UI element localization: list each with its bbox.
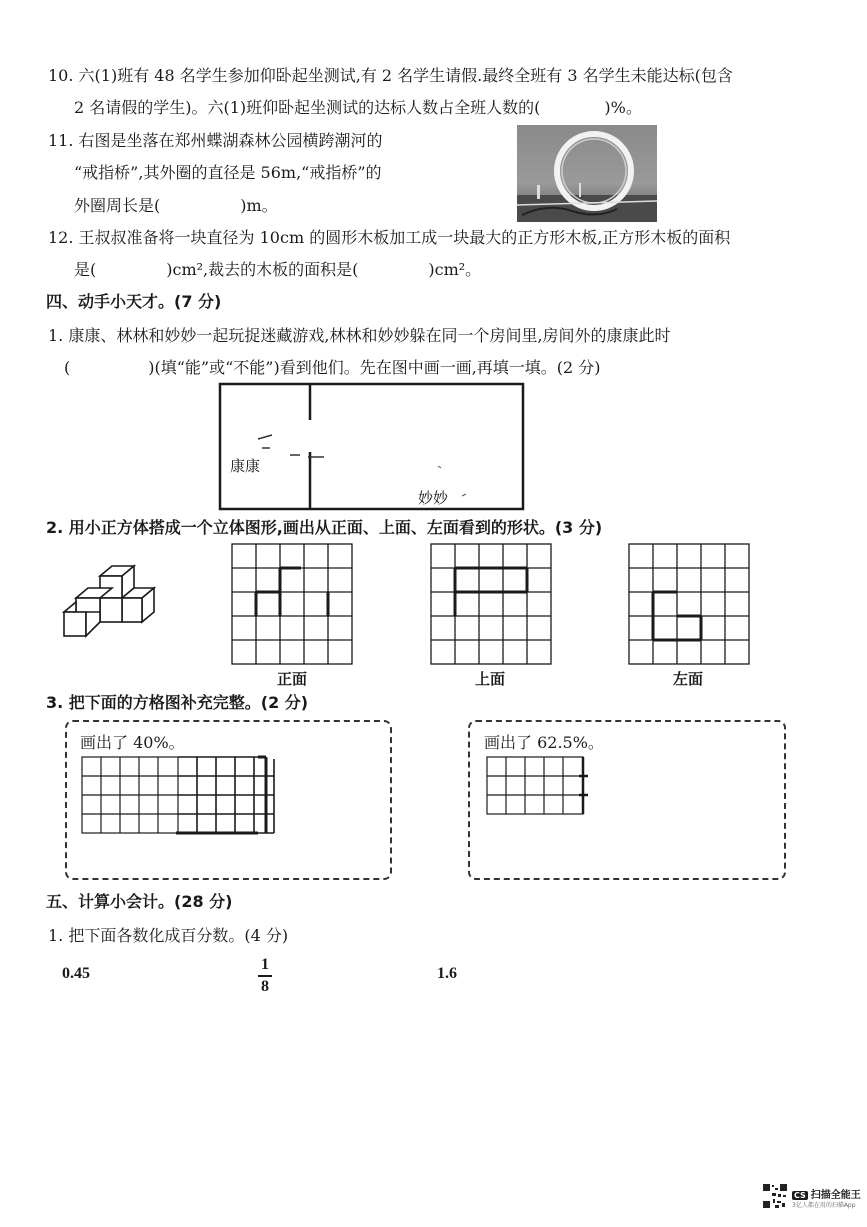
number-0-45: 0.45: [62, 965, 90, 982]
grid-62-5-percent[interactable]: [485, 755, 595, 817]
q10-line2-text: 2 名请假的学生)。六(1)班仰卧起坐测试的达标人数占全班人数的(: [74, 98, 541, 117]
front-view-label: 正面: [277, 670, 308, 688]
grid-40-percent[interactable]: [80, 755, 280, 837]
q10-line1: 10. 六(1)班有 48 名学生参加仰卧起坐测试,有 2 名学生请假.最终全班有 3 名学生未能达标(包含: [48, 66, 733, 85]
top-view-label: 上面: [475, 670, 506, 688]
section4-heading: 四、动手小天才。(7 分): [46, 292, 222, 311]
s4-p2: 2. 用小正方体搭成一个立体图形,画出从正面、上面、左面看到的形状。(3 分): [46, 518, 603, 537]
q10-line2: [74, 98, 642, 118]
q12-line1: 12. 王叔叔准备将一块直径为 10cm 的圆形木板加工成一块最大的正方形木板,正方形木板的面积: [48, 228, 731, 247]
s4-p1-line2-text: )(填“能”或“不能”)看到他们。先在图中画一画,再填一填。(2 分): [148, 358, 601, 377]
left-view-label: 左面: [673, 670, 704, 688]
scanner-app-name: [792, 1186, 861, 1201]
q12-line2-end: )cm²。: [428, 260, 482, 279]
number-1-6: 1.6: [437, 965, 457, 982]
fraction-bar: [258, 975, 272, 977]
kangkang-label: 康康: [230, 457, 261, 475]
q12-line2-mid: )cm²,裁去的木板的面积是(: [166, 260, 359, 279]
panel1-title: 画出了 40%。: [80, 733, 185, 752]
top-view-grid[interactable]: [430, 543, 552, 665]
q11-line3: [74, 196, 278, 216]
section5-heading: 五、计算小会计。(28 分): [46, 892, 233, 911]
miaomiao-label: 妙妙: [418, 489, 449, 507]
left-view-grid[interactable]: [628, 543, 750, 665]
q12-line2-text: 是(: [74, 260, 97, 279]
qr-code-icon: [762, 1183, 788, 1209]
q10-line2-end: )%。: [604, 98, 642, 117]
ring-bridge-photo: [517, 125, 657, 222]
front-view-grid[interactable]: [231, 543, 353, 665]
fraction-numerator: 1: [261, 956, 269, 973]
s4-p1-paren-open: (: [64, 358, 71, 377]
cs-logo-icon: CS: [794, 1191, 806, 1200]
panel2-title: 画出了 62.5%。: [484, 733, 604, 752]
q11-line3-end: )m。: [240, 196, 278, 215]
q11-line3-text: 外圈周长是(: [74, 196, 161, 215]
s4-p3: 3. 把下面的方格图补充完整。(2 分): [46, 693, 309, 712]
q11-line1: 11. 右图是坐落在郑州蝶湖森林公园横跨潮河的: [48, 131, 383, 150]
fraction-one-eighth: [258, 956, 272, 996]
s4-p1-line1: 1. 康康、林林和妙妙一起玩捉迷藏游戏,林林和妙妙躲在同一个房间里,房间外的康康此时: [48, 326, 671, 345]
s5-p1: 1. 把下面各数化成百分数。(4 分): [48, 926, 289, 945]
fraction-denominator: 8: [261, 977, 269, 995]
scanner-app-tagline: 3亿人都在用的扫描App: [792, 1202, 856, 1209]
cube-figure: [60, 562, 158, 640]
scanner-app-label: 扫描全能王: [810, 1190, 861, 1201]
q11-line2: “戒指桥”,其外圈的直径是 56m,“戒指桥”的: [74, 163, 382, 182]
s4-p1-line2: [64, 358, 601, 378]
q12-line2: [74, 260, 481, 280]
room-diagram: [218, 382, 526, 512]
